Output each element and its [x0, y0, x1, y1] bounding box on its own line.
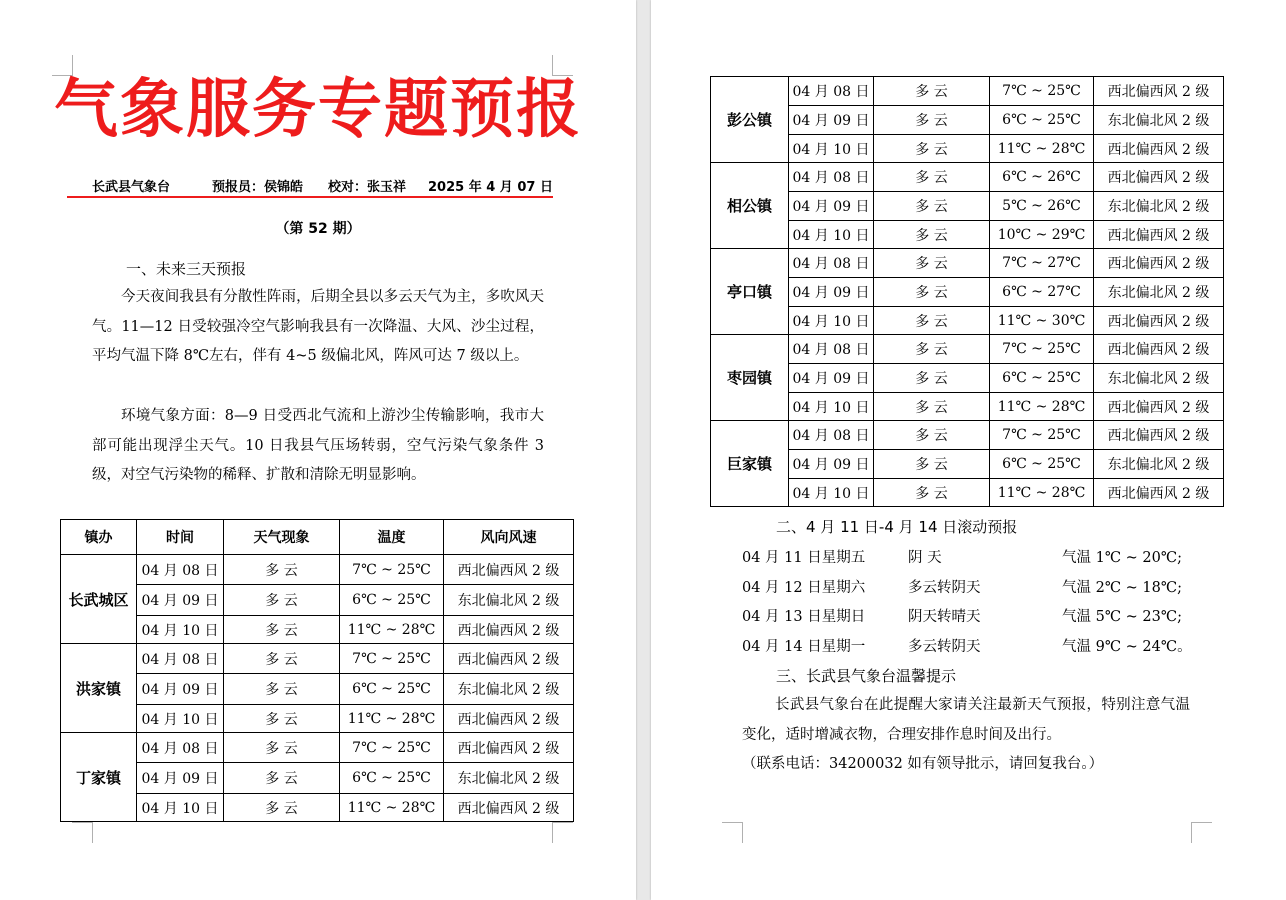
temperature-cell: 5℃ ~ 26℃ [990, 192, 1094, 221]
temperature-cell: 11℃ ~ 28℃ [990, 393, 1094, 421]
temperature-cell: 7℃ ~ 25℃ [340, 644, 444, 674]
weather-cell: 多 云 [874, 479, 990, 507]
weather-cell: 多 云 [874, 335, 990, 364]
town-name: 枣园镇 [711, 335, 789, 421]
wind-cell: 东北偏北风 2 级 [1094, 192, 1224, 221]
header-wind: 风向风速 [444, 520, 574, 555]
forecast-temperature: 气温 9℃ ~ 24℃。 [1062, 639, 1192, 656]
date-cell: 04 月 08 日 [789, 163, 874, 192]
issue-date: 2025 年 4 月 07 日 [428, 180, 553, 195]
weather-cell: 多 云 [874, 421, 990, 450]
table-row [61, 705, 574, 733]
temperature-cell: 11℃ ~ 30℃ [990, 307, 1094, 335]
temperature-cell: 11℃ ~ 28℃ [340, 794, 444, 822]
wind-cell: 西北偏西风 2 级 [1094, 77, 1224, 106]
weather-cell: 多 云 [224, 555, 340, 585]
date-cell: 04 月 08 日 [789, 335, 874, 364]
weather-cell: 多 云 [224, 644, 340, 674]
temperature-cell: 11℃ ~ 28℃ [340, 616, 444, 644]
table-row [61, 555, 574, 585]
temperature-cell: 11℃ ~ 28℃ [990, 135, 1094, 163]
table-row [711, 335, 1224, 364]
town-name: 长武城区 [61, 555, 137, 644]
table-row [711, 77, 1224, 106]
wind-cell: 西北偏西风 2 级 [444, 616, 574, 644]
table-row [61, 733, 574, 763]
temperature-cell: 11℃ ~ 28℃ [990, 479, 1094, 507]
station-name: 长武县气象台 [92, 180, 171, 195]
date-cell: 04 月 10 日 [789, 307, 874, 335]
contact-note: （联系电话：34200032 如有领导批示，请回复我台。） [742, 756, 1104, 772]
page-left [0, 0, 636, 900]
issue-number: （第 52 期） [275, 221, 361, 237]
town-name: 巨家镇 [711, 421, 789, 507]
table-row [711, 249, 1224, 278]
temperature-cell: 6℃ ~ 26℃ [990, 163, 1094, 192]
weather-cell: 多 云 [224, 733, 340, 763]
date-cell: 04 月 09 日 [789, 278, 874, 307]
weather-cell: 多 云 [874, 221, 990, 249]
date-cell: 04 月 09 日 [137, 585, 224, 616]
wind-cell: 东北偏北风 2 级 [444, 585, 574, 616]
temperature-cell: 6℃ ~ 25℃ [340, 763, 444, 794]
temperature-cell: 6℃ ~ 27℃ [990, 278, 1094, 307]
wind-cell: 西北偏西风 2 级 [1094, 335, 1224, 364]
table-row [711, 421, 1224, 450]
forecast-table-left [60, 519, 574, 822]
temperature-cell: 7℃ ~ 25℃ [340, 733, 444, 763]
table-row [61, 674, 574, 705]
wind-cell: 西北偏西风 2 级 [444, 794, 574, 822]
forecast-day: 04 月 11 日星期五 [742, 550, 866, 566]
date-cell: 04 月 10 日 [137, 794, 224, 822]
wind-cell: 西北偏西风 2 级 [444, 644, 574, 674]
temperature-cell: 6℃ ~ 25℃ [340, 585, 444, 616]
temperature-cell: 10℃ ~ 29℃ [990, 221, 1094, 249]
town-name: 丁家镇 [61, 733, 137, 822]
header-town: 镇办 [61, 520, 137, 555]
temperature-cell: 7℃ ~ 25℃ [340, 555, 444, 585]
town-name: 彭公镇 [711, 77, 789, 163]
date-cell: 04 月 10 日 [789, 221, 874, 249]
temperature-cell: 6℃ ~ 25℃ [340, 674, 444, 705]
forecast-temperature: 气温 2℃ ~ 18℃; [1062, 579, 1182, 596]
temperature-cell: 7℃ ~ 25℃ [990, 421, 1094, 450]
temperature-cell: 7℃ ~ 25℃ [990, 335, 1094, 364]
date-cell: 04 月 08 日 [789, 421, 874, 450]
date-cell: 04 月 09 日 [789, 106, 874, 135]
section1-paragraph-1: 今天夜间我县有分散性阵雨，后期全县以多云天气为主，多吹风天气。11—12 日受较强冷空气影响我县有一次降温、大风、沙尘过程，平均气温下降 8℃左右，伴有 4~5 级偏北风，阵风可达 7 级以上。 [92, 289, 544, 365]
table-row [61, 794, 574, 822]
section3-heading: 三、长武县气象台温馨提示 [776, 667, 957, 685]
forecast-temperature: 气温 5℃ ~ 23℃; [1062, 609, 1182, 626]
date-cell: 04 月 09 日 [789, 192, 874, 221]
table-row [711, 163, 1224, 192]
wind-cell: 西北偏西风 2 级 [1094, 221, 1224, 249]
temperature-cell: 7℃ ~ 27℃ [990, 249, 1094, 278]
weather-cell: 多 云 [874, 106, 990, 135]
date-cell: 04 月 08 日 [137, 555, 224, 585]
forecast-weather: 多云转阴天 [908, 639, 981, 656]
table-row [61, 585, 574, 616]
weather-cell: 多 云 [874, 393, 990, 421]
section2-heading: 二、4 月 11 日-4 月 14 日滚动预报 [776, 518, 1018, 536]
wind-cell: 西北偏西风 2 级 [1094, 421, 1224, 450]
date-cell: 04 月 09 日 [137, 674, 224, 705]
weather-cell: 多 云 [224, 794, 340, 822]
forecast-day: 04 月 14 日星期一 [742, 639, 866, 656]
weather-cell: 多 云 [224, 674, 340, 705]
weather-cell: 多 云 [874, 249, 990, 278]
date-cell: 04 月 09 日 [789, 364, 874, 393]
wind-cell: 东北偏北风 2 级 [444, 763, 574, 794]
date-cell: 04 月 08 日 [789, 249, 874, 278]
forecast-weather: 多云转阴天 [908, 579, 981, 596]
wind-cell: 东北偏北风 2 级 [1094, 106, 1224, 135]
wind-cell: 西北偏西风 2 级 [1094, 393, 1224, 421]
wind-cell: 东北偏北风 2 级 [1094, 278, 1224, 307]
wind-cell: 东北偏北风 2 级 [1094, 450, 1224, 479]
section1-heading: 一、未来三天预报 [126, 260, 247, 278]
weather-cell: 多 云 [874, 364, 990, 393]
wind-cell: 东北偏北风 2 级 [1094, 364, 1224, 393]
section3-paragraph: 长武县气象台在此提醒大家请关注最新天气预报，特别注意气温变化，适时增减衣物，合理安排作息时间及出行。 [742, 697, 1190, 743]
crop-mark [552, 822, 573, 843]
weather-cell: 多 云 [874, 77, 990, 106]
weather-cell: 多 云 [874, 192, 990, 221]
weather-cell: 多 云 [874, 307, 990, 335]
weather-cell: 多 云 [874, 135, 990, 163]
wind-cell: 西北偏西风 2 级 [444, 555, 574, 585]
date-cell: 04 月 10 日 [137, 616, 224, 644]
temperature-cell: 6℃ ~ 25℃ [990, 364, 1094, 393]
forecast-day: 04 月 12 日星期六 [742, 579, 866, 596]
crop-mark [722, 822, 743, 843]
header-time: 时间 [137, 520, 224, 555]
forecast-temperature: 气温 1℃ ~ 20℃; [1062, 550, 1182, 566]
temperature-cell: 11℃ ~ 28℃ [340, 705, 444, 733]
weather-cell: 多 云 [874, 163, 990, 192]
date-cell: 04 月 09 日 [137, 763, 224, 794]
table-row [61, 616, 574, 644]
temperature-cell: 6℃ ~ 25℃ [990, 450, 1094, 479]
header-weather: 天气现象 [224, 520, 340, 555]
temperature-cell: 7℃ ~ 25℃ [990, 77, 1094, 106]
date-cell: 04 月 10 日 [789, 135, 874, 163]
weather-cell: 多 云 [874, 450, 990, 479]
date-cell: 04 月 09 日 [789, 450, 874, 479]
red-divider [67, 196, 553, 198]
document-title: 气象服务专题预报 [54, 72, 582, 147]
reviewer-name: 校对：张玉祥 [328, 180, 407, 195]
crop-mark [72, 822, 93, 843]
town-name: 相公镇 [711, 163, 789, 249]
table-row [61, 763, 574, 794]
date-cell: 04 月 08 日 [789, 77, 874, 106]
date-cell: 04 月 10 日 [137, 705, 224, 733]
date-cell: 04 月 08 日 [137, 733, 224, 763]
town-name: 亭口镇 [711, 249, 789, 335]
weather-cell: 多 云 [224, 616, 340, 644]
forecast-weather: 阴 天 [908, 550, 942, 566]
table-row [61, 644, 574, 674]
wind-cell: 西北偏西风 2 级 [1094, 307, 1224, 335]
header-temperature: 温度 [340, 520, 444, 555]
town-name: 洪家镇 [61, 644, 137, 733]
weather-cell: 多 云 [224, 705, 340, 733]
forecast-table-right [710, 76, 1224, 507]
date-cell: 04 月 10 日 [789, 393, 874, 421]
date-cell: 04 月 08 日 [137, 644, 224, 674]
wind-cell: 西北偏西风 2 级 [1094, 249, 1224, 278]
forecast-day: 04 月 13 日星期日 [742, 609, 866, 626]
temperature-cell: 6℃ ~ 25℃ [990, 106, 1094, 135]
forecast-weather: 阴天转晴天 [908, 609, 981, 626]
crop-mark [1191, 822, 1212, 843]
weather-cell: 多 云 [874, 278, 990, 307]
wind-cell: 西北偏西风 2 级 [444, 705, 574, 733]
wind-cell: 西北偏西风 2 级 [444, 733, 574, 763]
section1-paragraph-2: 环境气象方面：8—9 日受西北气流和上游沙尘传输影响，我市大部可能出现浮尘天气。10 日我县气压场转弱，空气污染气象条件 3 级，对空气污染物的稀释、扩散和清除无明显影响。 [92, 408, 544, 484]
date-cell: 04 月 10 日 [789, 479, 874, 507]
wind-cell: 东北偏北风 2 级 [444, 674, 574, 705]
weather-cell: 多 云 [224, 585, 340, 616]
wind-cell: 西北偏西风 2 级 [1094, 479, 1224, 507]
wind-cell: 西北偏西风 2 级 [1094, 163, 1224, 192]
weather-cell: 多 云 [224, 763, 340, 794]
wind-cell: 西北偏西风 2 级 [1094, 135, 1224, 163]
forecaster-name: 预报员：侯锦皓 [212, 180, 304, 195]
